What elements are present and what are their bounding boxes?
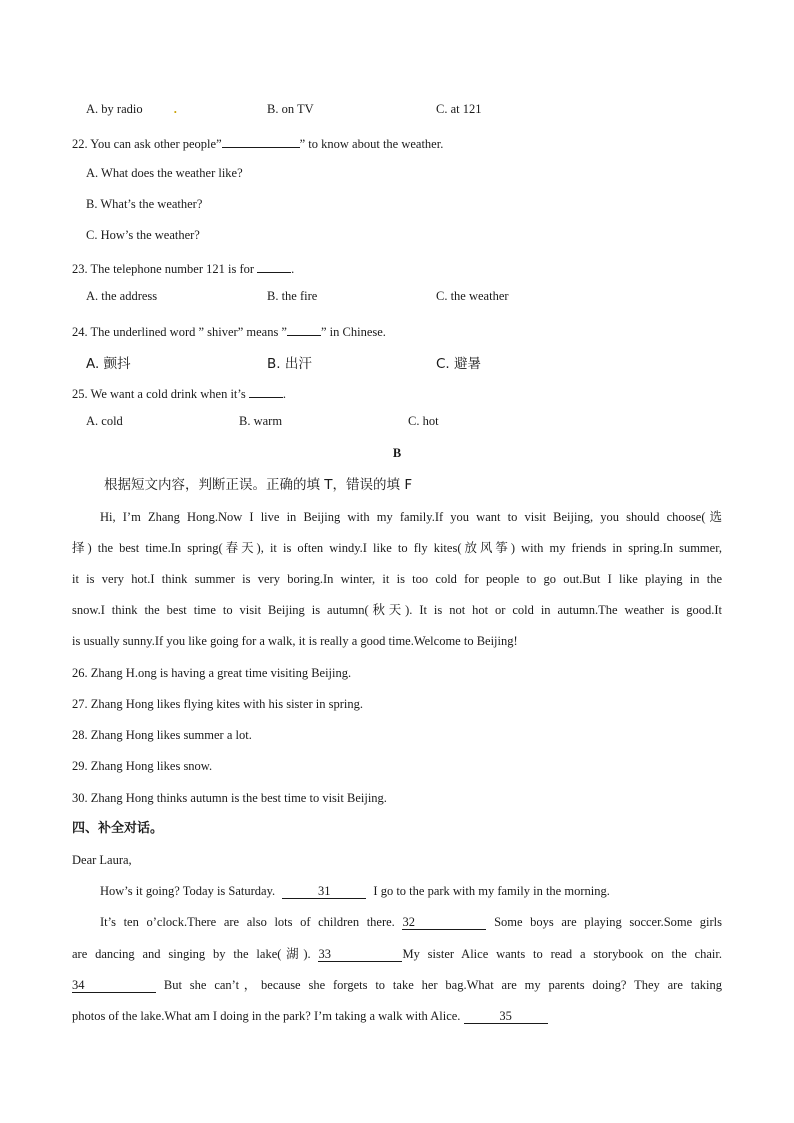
blank-33: 33 [318, 947, 402, 962]
part-b-heading: B [392, 446, 402, 460]
q25-option-c: C. hot [408, 414, 439, 428]
q23-blank [257, 258, 291, 273]
dialogue-line-5: photos of the lake.What am I doing in the park? I’m taking a walk with Alice. 35 [72, 1008, 722, 1024]
stray-dot: . [173, 102, 177, 116]
passage-line-2: 择) the best time.In spring(春天), it is often windy.I like to fly kites(放风筝) with my friends in spring.In summer, [72, 541, 722, 555]
dialogue-line-2: It’s ten o’clock.There are also lots of children there. 32 Some boys are playing soccer.Some girls [100, 915, 723, 929]
letter-greeting: Dear Laura, [72, 853, 132, 867]
q22-question: 22. You can ask other people” ” to know about the weather. [72, 133, 722, 152]
blank-32: 32 [402, 915, 486, 930]
q23-option-c: C. the weather [436, 289, 509, 303]
statement-29: 29. Zhang Hong likes snow. [72, 759, 213, 773]
q21-option-b: B. on TV [267, 102, 314, 116]
q22-option-c: C. How’s the weather? [86, 228, 200, 242]
dialogue-line-4: 34 But she can’t，because she forgets to take her bag.What are my parents doing? They are taking [72, 978, 723, 992]
q24-blank [287, 321, 321, 336]
q23-option-a: A. the address [86, 289, 158, 303]
q25-blank [249, 383, 283, 398]
q22-option-a: A. What does the weather like? [86, 166, 243, 180]
q23-option-b: B. the fire [267, 289, 318, 303]
q24-option-a: A. 颤抖 [86, 356, 131, 372]
q21-option-c: C. at 121 [436, 102, 482, 116]
statement-27: 27. Zhang Hong likes flying kites with his sister in spring. [72, 697, 363, 711]
statement-28: 28. Zhang Hong likes summer a lot. [72, 728, 252, 742]
section-4-heading: 四、补全对话。 [72, 821, 164, 836]
passage-line-1: Hi, I’m Zhang Hong.Now I live in Beijing with my family.If you want to visit Beijing, you should choose(选 [100, 510, 722, 524]
q24-question: 24. The underlined word ” shiver” means ” ” in Chinese. [72, 321, 722, 340]
q23-question: 23. The telephone number 121 is for . [72, 258, 722, 277]
q24-option-c: C. 避暑 [436, 356, 482, 372]
statement-30: 30. Zhang Hong thinks autumn is the best time to visit Beijing. [72, 791, 387, 805]
q25-question: 25. We want a cold drink when it’s . [72, 383, 722, 402]
q25-option-b: B. warm [239, 414, 283, 428]
dialogue-line-3: are dancing and singing by the lake(湖). 33 My sister Alice wants to read a storybook on the chair. [72, 947, 723, 961]
blank-34: 34 [72, 978, 156, 993]
blank-35: 35 [464, 1009, 548, 1024]
q24-option-b: B. 出汗 [267, 356, 312, 372]
passage-line-3: it is very hot.I think summer is very boring.In winter, it is too cold for people to go out.But I like playing in the [72, 572, 722, 586]
blank-31: 31 [282, 884, 366, 899]
q22-blank [222, 133, 300, 148]
part-b-instruction: 根据短文内容，判断正误。正确的填 T，错误的填 F [104, 477, 413, 493]
passage-line-5: is usually sunny.If you like going for a walk, it is really a good time.Welcome to Beijing! [72, 634, 518, 648]
q25-option-a: A. cold [86, 414, 123, 428]
q21-option-a: A. by radio . [86, 102, 177, 116]
statement-26: 26. Zhang H.ong is having a great time visiting Beijing. [72, 666, 352, 680]
dialogue-line-1: How’s it going? Today is Saturday. 31 I go to the park with my family in the morning. [100, 884, 610, 898]
passage-line-4: snow.I think the best time to visit Beijing is autumn(秋天). It is not hot or cold in autumn.The weather is good.It [72, 603, 722, 617]
q22-option-b: B. What’s the weather? [86, 197, 203, 211]
